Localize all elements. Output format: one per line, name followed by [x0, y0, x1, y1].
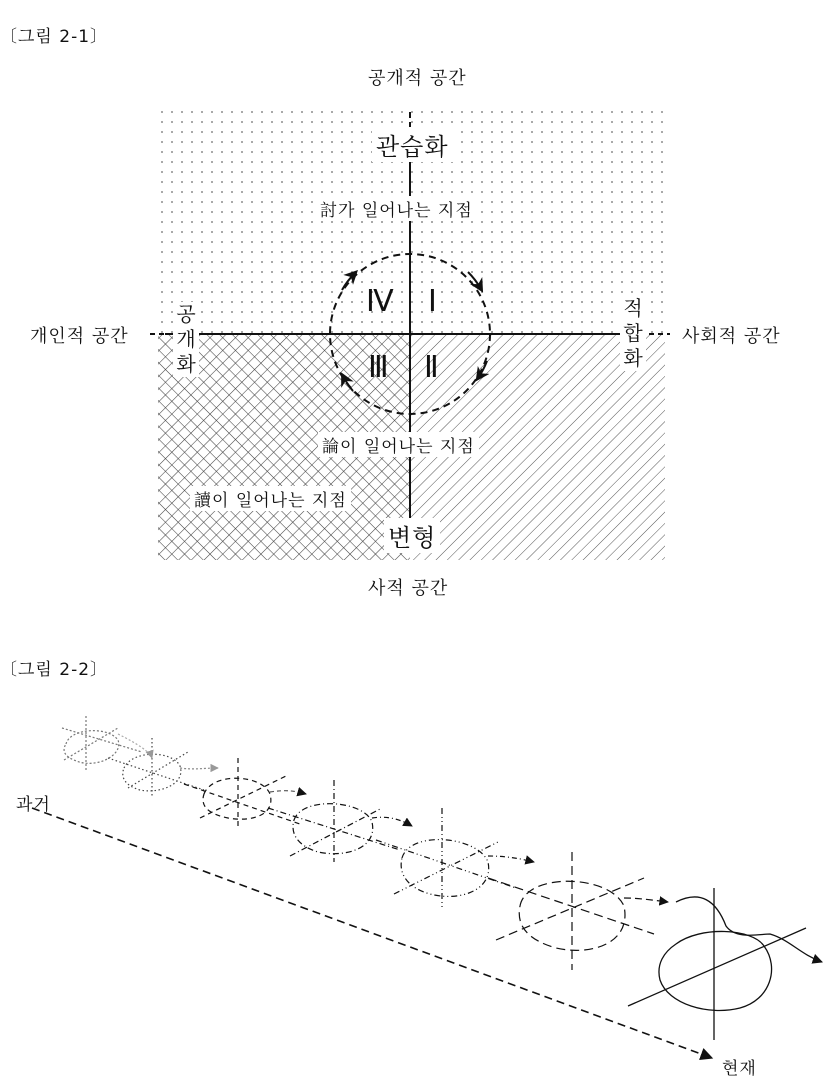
quadrant-1-label: Ⅰ [428, 285, 438, 318]
figure-1-caption: 〔그림 2-1〕 [0, 27, 109, 47]
figure-2-caption: 〔그림 2-2〕 [0, 660, 109, 680]
timeline-arrow [32, 808, 712, 1058]
transition-3 [270, 791, 306, 794]
stage-7 [628, 888, 806, 1040]
quadrant-3-label: Ⅲ [368, 351, 390, 384]
social-space-label: 사회적 공간 [682, 326, 781, 347]
conventionalization-label: 관습화 [372, 127, 453, 162]
stage-6 [488, 852, 654, 970]
public-space-label: 공개적 공간 [368, 68, 467, 89]
transition-4 [372, 817, 412, 826]
past-label: 과거 [16, 795, 51, 815]
lun-point-label: 論이 일어나는 지점 [318, 432, 479, 457]
appropriation-label: 적합화 [620, 296, 646, 371]
publicization-label: 공개화 [173, 302, 199, 377]
stage-2 [108, 738, 204, 798]
du-point-label: 讀이 일어나는 지점 [190, 486, 351, 511]
tao-point-label: 討가 일어나는 지점 [316, 196, 477, 221]
transition-6 [624, 898, 668, 902]
quadrant-2-label: Ⅱ [424, 351, 440, 384]
stage-5 [376, 808, 516, 910]
private-space-label: 사적 공간 [368, 578, 449, 599]
transition-5 [488, 856, 534, 862]
stage-4 [268, 780, 400, 862]
stage-1 [62, 716, 142, 770]
quadrant-4-label: Ⅳ [366, 285, 395, 318]
present-label: 현재 [722, 1059, 757, 1079]
transition-1 [118, 734, 152, 758]
individual-space-label: 개인적 공간 [30, 326, 129, 347]
transition-7 [676, 897, 822, 962]
transformation-label: 변형 [384, 518, 440, 553]
transition-2 [180, 768, 218, 769]
